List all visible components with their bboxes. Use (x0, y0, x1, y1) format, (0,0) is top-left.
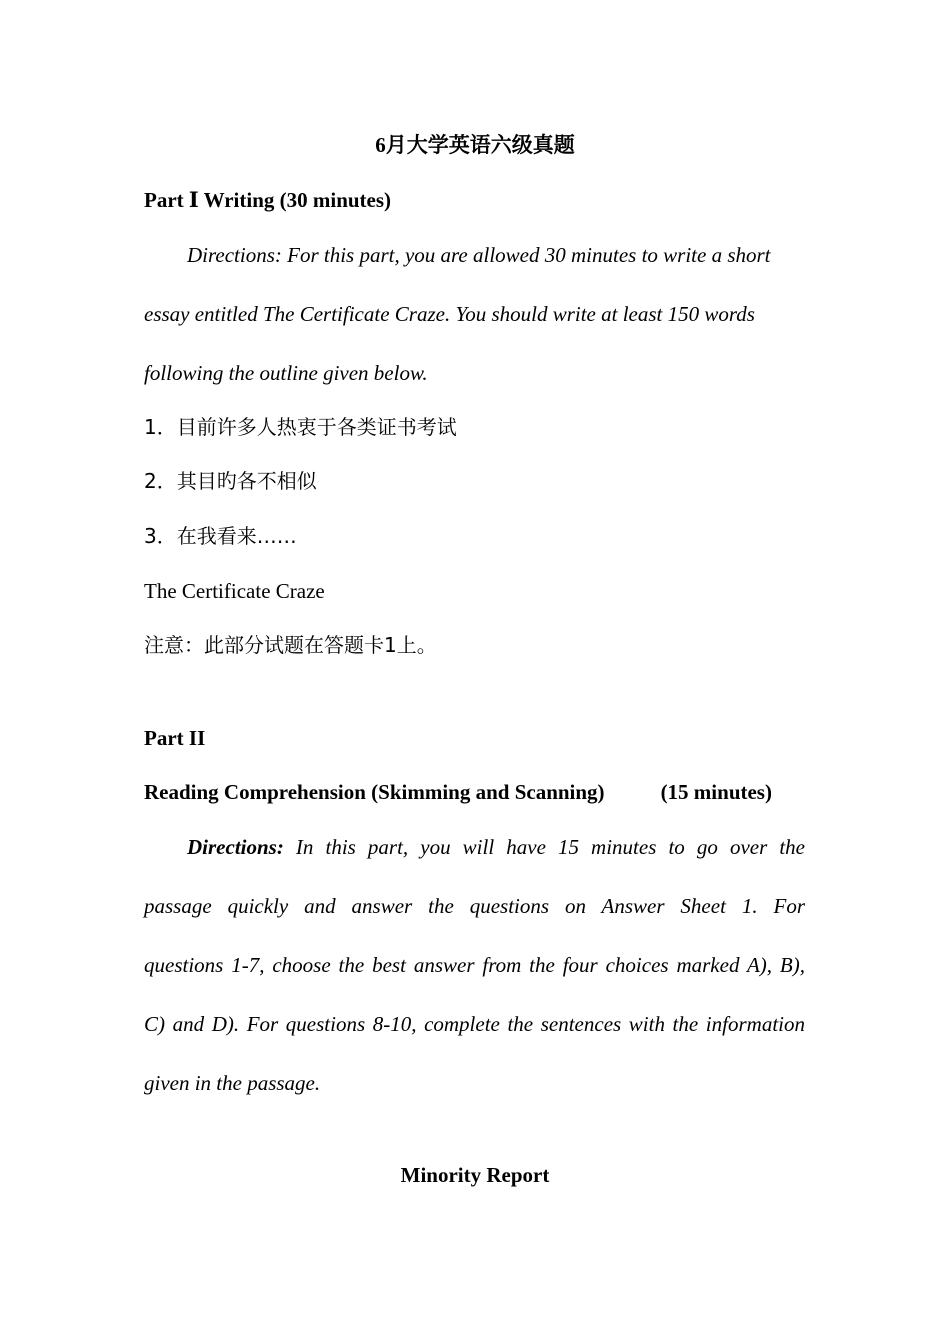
outline-item-1: 1．目前许多人热衷于各类证书考试 (144, 415, 457, 439)
part2-section-name: Reading Comprehension (Skimming and Scanning) (144, 780, 605, 804)
part2-directions-line-2: passage quickly and answer the questions on Answer Sheet 1. For (144, 894, 805, 918)
passage-title: Minority Report (400, 1163, 550, 1187)
part1-directions-line-2: essay entitled The Certificate Craze. You should write at least 150 words (144, 302, 755, 326)
part1-heading: Part Ⅰ Writing (30 minutes) (144, 188, 392, 212)
part2-directions-line-3: questions 1-7, choose the best answer from the four choices marked A), B), (144, 953, 805, 977)
part1-note: 注意：此部分试题在答题卡1上。 (144, 633, 437, 657)
part1-directions-line-1: Directions: For this part, you are allowed 30 minutes to write a short (187, 243, 771, 267)
part2-subheading (144, 779, 772, 805)
outline-item-2: 2．其目旳各不相似 (144, 469, 317, 493)
part2-time-limit: (15 minutes) (660, 780, 772, 804)
part2-directions-line-1 (187, 834, 805, 860)
part1-directions-line-3: following the outline given below. (144, 361, 428, 385)
part2-directions-line-4: C) and D). For questions 8-10, complete the sentences with the information (144, 1012, 805, 1036)
part2-directions-text-1: In this part, you will have 15 minutes to go over the (295, 835, 806, 859)
document-title: 6月大学英语六级真题 (375, 133, 575, 157)
directions-label: Directions: (187, 835, 284, 859)
essay-title: The Certificate Craze (144, 579, 325, 603)
outline-item-3: 3．在我看来…… (144, 524, 297, 548)
part2-heading: Part II (144, 726, 206, 750)
part2-directions-line-5: given in the passage. (144, 1071, 321, 1095)
